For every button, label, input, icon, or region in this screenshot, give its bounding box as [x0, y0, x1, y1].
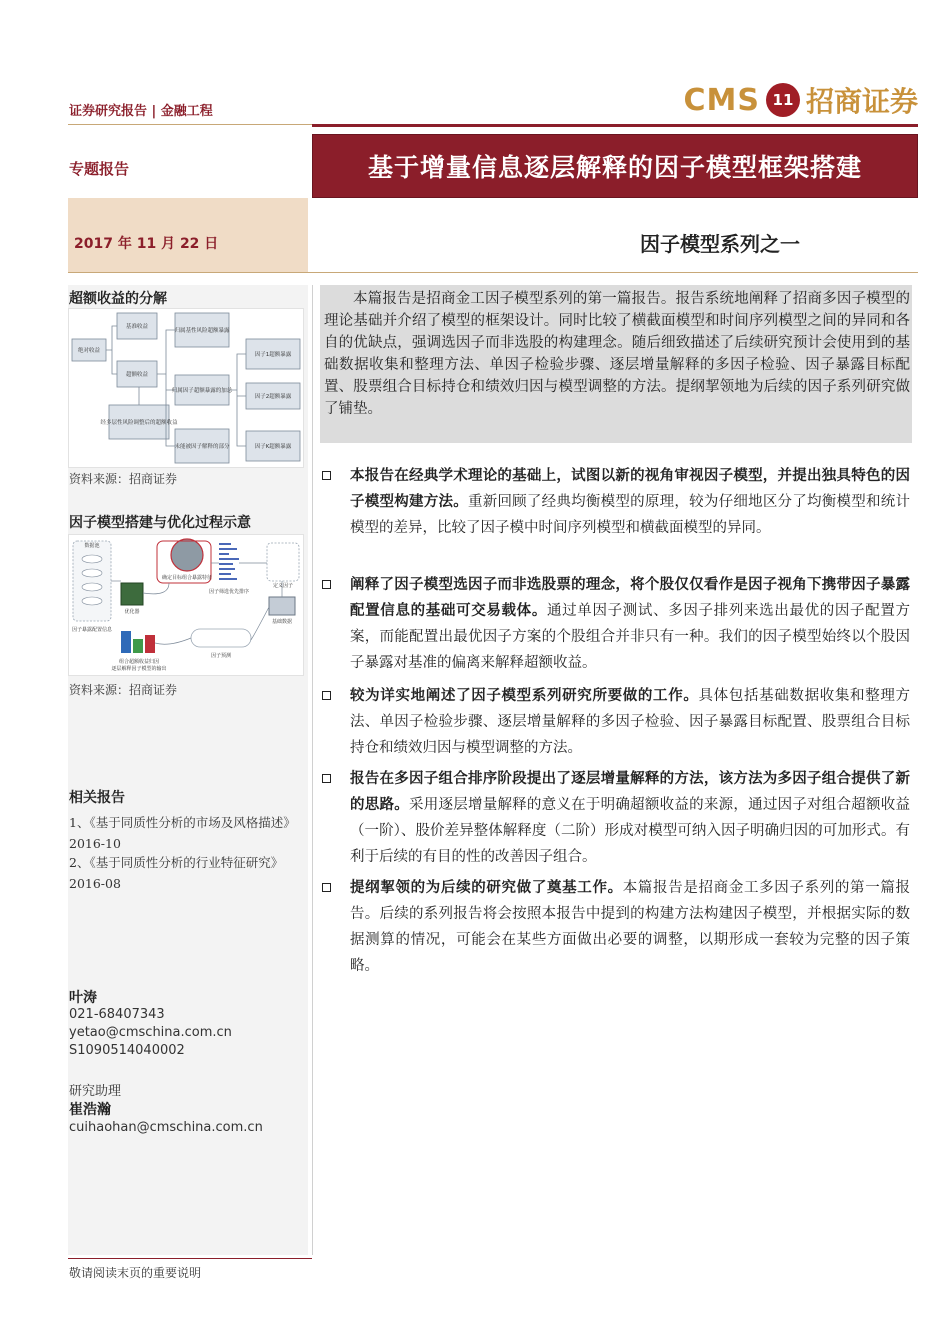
label-factor2: 因子2超额暴露: [254, 394, 292, 400]
label-absolute: 绝对收益: [77, 348, 101, 354]
related-report-link[interactable]: 2、《基于同质性分析的行业特征研究》2016-08: [69, 855, 284, 891]
label-explained: 经多层性风险调整后的超额收益: [100, 420, 178, 426]
author-email[interactable]: yetao@cmschina.com.cn: [69, 1025, 232, 1040]
key-point-heading: 提纲挈领的为后续的研究做了奠基工作。: [350, 879, 623, 896]
pie-icon: [171, 539, 203, 571]
author-phone: 021-68407343: [69, 1007, 165, 1022]
database-icon: [269, 597, 295, 615]
header-accent-bar: [312, 124, 918, 127]
label-define: 定义因子: [272, 583, 294, 589]
key-point-body: 本篇报告是招商金工多因子系列的第一篇报告。后续的系列报告将会按照本报告中提到的构建方法构建因子模型，并根据实际的数据测算的情况，可能会在某些方面做出必要的调整，以期形成一套较为完整的因子策略。: [350, 880, 910, 974]
factor-model-process-diagram: [68, 534, 304, 676]
label-data-pool: 数据池: [84, 543, 100, 549]
bullet-square-icon: [322, 883, 331, 892]
key-point: [322, 572, 910, 676]
label-select: 因子筛选优先排序: [208, 589, 250, 595]
bullet-square-icon: [322, 691, 331, 700]
key-point: [322, 875, 910, 979]
report-date: 2017 年 11 月 22 日: [74, 236, 219, 252]
key-point: [322, 683, 910, 761]
logo-badge-icon: 11: [766, 83, 800, 117]
label-factor1: 因子1超额暴露: [254, 352, 292, 358]
logo-cms-text: CMS: [683, 82, 760, 118]
company-logo: [684, 80, 919, 120]
assistant-name: 崔浩瀚: [69, 1102, 111, 1118]
key-point-heading: 阐释了因子模型选因子而非选股票的理念，将个股仅仅看作是因子视角下携带因子暴露配置信息的基础可交易载体。: [350, 576, 910, 619]
key-point: [322, 766, 910, 870]
page-title: 基于增量信息逐层解释的因子模型框架搭建: [367, 153, 862, 182]
author-certificate: S1090514040002: [69, 1043, 185, 1058]
bullet-square-icon: [322, 580, 331, 589]
label-risk-attr: 归属基性风险超额暴露: [174, 328, 230, 334]
figure1-title: 超额收益的分解: [69, 291, 167, 307]
label-exposure: 因子暴露配置信息: [71, 627, 113, 633]
assistant-email[interactable]: cuihaohan@cmschina.com.cn: [69, 1120, 263, 1135]
key-point-body: 重新回顾了经典均衡模型的原理，较为仔细地区分了均衡模型和统计模型的差异，比较了因子模中时间序列模型和横截面模型的异同。: [350, 494, 911, 536]
excess-return-diagram: [68, 308, 304, 468]
footer-divider: [68, 1258, 312, 1259]
key-point-heading: 较为详实地阐述了因子模型系列研究所要做的工作。: [350, 687, 699, 704]
report-type: 专题报告: [69, 160, 130, 178]
breadcrumb: 证券研究报告 | 金融工程: [69, 104, 213, 119]
optimizer-chip-icon: [121, 583, 143, 605]
label-nonlinear: 逐层解释因子模型的输出: [111, 666, 167, 672]
related-report-link[interactable]: 1、《基于同质性分析的市场及风格描述》2016-10: [69, 815, 296, 851]
label-benchmark: 基准收益: [125, 324, 149, 330]
related-reports-title: 相关报告: [69, 790, 125, 806]
sidebar-divider: [312, 285, 313, 1255]
label-factorK: 因子K超额暴露: [254, 444, 292, 450]
key-point-heading: 报告在多因子组合排序阶段提出了逐层增量解释的方法，该方法为多因子组合提供了新的思路。: [350, 770, 910, 813]
label-factor-return: 归属因子超额暴露的加总: [171, 388, 233, 394]
figure2-source: 资料来源：招商证券: [69, 683, 178, 697]
assistant-role: 研究助理: [69, 1084, 122, 1099]
label-optimizer: 优化器: [124, 609, 140, 615]
abstract-text: 本篇报告是招商金工因子模型系列的第一篇报告。报告系统地阐释了招商多因子模型的理论基础并介绍了模型的框架设计。同时比较了横截面模型和时间序列模型之间的异同和各自的优缺点，强调选因子而非选股的构建理念。随后细致描述了后续研究预计会使用到的基础数据收集和整理方法、单因子检验步骤、逐层增量解释的多因子检验、因子暴露目标配置、股票组合目标持仓和绩效归因与模型调整的方法。提纲挈领地为后续的因子系列研究做了铺垫。: [324, 291, 910, 417]
data-pool-box: [73, 541, 111, 621]
series-subtitle: 因子模型系列之一: [640, 232, 800, 256]
label-unexplained: 未能被因子解释的部分: [174, 444, 230, 450]
logo-name-text: 招商证券: [805, 85, 918, 118]
bullet-square-icon: [322, 471, 331, 480]
label-backtest: 组合超额收益归因: [118, 659, 160, 665]
label-base: 基础数据: [271, 619, 293, 625]
figure2-title: 因子模型搭建与优化过程示意: [69, 515, 251, 531]
label-target: 确定目标组合暴露特征: [161, 575, 213, 581]
subheader-divider: [68, 272, 918, 273]
key-point-heading: 本报告在经典学术理论的基础上，试图以新的视角审视因子模型，并提出独具特色的因子模型构建方法。: [350, 467, 910, 510]
footer-disclaimer: 敬请阅读末页的重要说明: [69, 1266, 202, 1280]
author-name: 叶涛: [69, 990, 97, 1006]
label-excess: 超额收益: [125, 372, 149, 378]
figure1-source: 资料来源：招商证券: [69, 472, 178, 486]
label-single: 因子预测: [210, 653, 232, 659]
key-point: [322, 463, 910, 541]
title-banner: [312, 134, 918, 198]
key-point-body: 采用逐层增量解释的意义在于明确超额收益的来源，通过因子对组合超额收益（一阶）、股价差异整体解释度（二阶）形成对模型可纳入因子明确归因的可加形式。有利于后续的有目的性的改善因子组合。: [350, 797, 911, 865]
bullet-square-icon: [322, 774, 331, 783]
key-point-body: 具体包括基础数据收集和整理方法、单因子检验步骤、逐层增量解释的多因子检验、因子暴露目标配置、股票组合目标持仓和绩效归因与模型调整的方法。: [350, 688, 911, 756]
key-point-body: 通过单因子测试、多因子排列来选出最优的因子配置方案，而能配置出最优因子方案的个股组合并非只有一种。我们的因子模型始终以个股因子暴露对基准的偏离来解释超额收益。: [350, 603, 911, 671]
